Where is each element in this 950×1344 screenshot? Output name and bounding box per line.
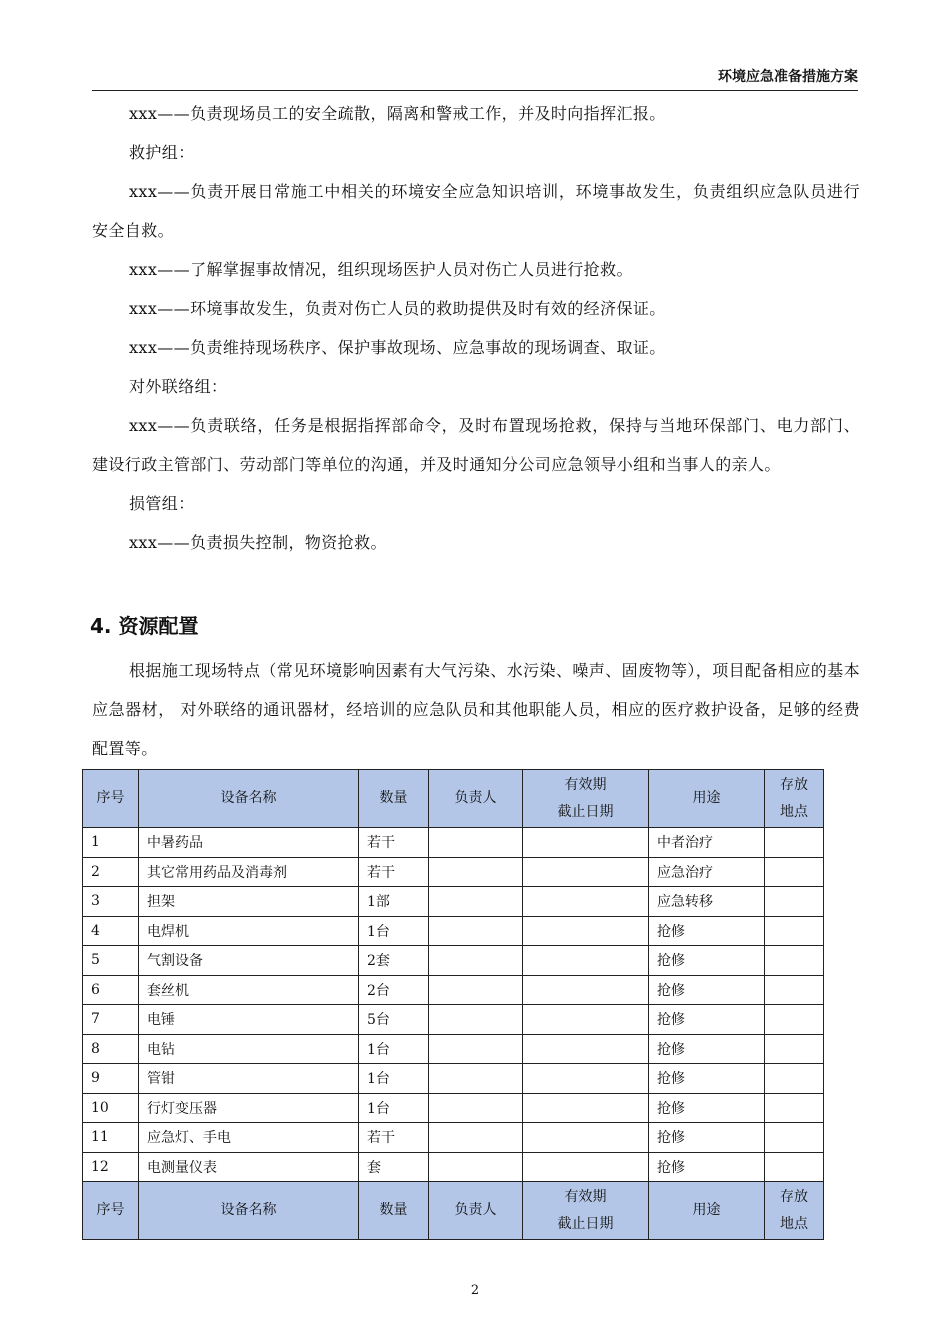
col-header-owner: 负责人 xyxy=(429,770,523,828)
table-footer-header-row xyxy=(83,1182,824,1240)
cell-usage: 抢修 xyxy=(649,1005,765,1035)
cell-expiry xyxy=(523,975,649,1005)
paragraph: 损管组： xyxy=(129,494,195,513)
cell-quantity: 1台 xyxy=(359,1034,429,1064)
col-header-expiry: 有效期 截止日期 xyxy=(523,770,649,828)
cell-usage: 抢修 xyxy=(649,916,765,946)
cell-owner xyxy=(429,887,523,917)
cell-quantity: 若干 xyxy=(359,828,429,858)
cell-expiry xyxy=(523,916,649,946)
cell-usage: 抢修 xyxy=(649,1093,765,1123)
cell-quantity: 2套 xyxy=(359,946,429,976)
cell-index: 1 xyxy=(83,828,139,858)
table-row xyxy=(83,1064,824,1094)
cell-quantity: 2台 xyxy=(359,975,429,1005)
cell-name: 担架 xyxy=(139,887,359,917)
cell-expiry xyxy=(523,887,649,917)
col-header-index: 序号 xyxy=(83,1182,139,1240)
cell-quantity: 1台 xyxy=(359,1093,429,1123)
col-header-owner: 负责人 xyxy=(429,1182,523,1240)
cell-owner xyxy=(429,1123,523,1153)
cell-index: 10 xyxy=(83,1093,139,1123)
cell-name: 电焊机 xyxy=(139,916,359,946)
cell-quantity: 1台 xyxy=(359,916,429,946)
cell-index: 7 xyxy=(83,1005,139,1035)
col-header-quantity: 数量 xyxy=(359,770,429,828)
cell-usage: 抢修 xyxy=(649,946,765,976)
cell-owner xyxy=(429,828,523,858)
cell-quantity: 1台 xyxy=(359,1064,429,1094)
cell-name: 行灯变压器 xyxy=(139,1093,359,1123)
cell-owner xyxy=(429,1034,523,1064)
cell-index: 9 xyxy=(83,1064,139,1094)
paragraph: xxx——负责维持现场秩序、保护事故现场、应急事故的现场调查、取证。 xyxy=(129,338,666,357)
section-heading: 4. 资源配置 xyxy=(90,614,199,638)
cell-name: 套丝机 xyxy=(139,975,359,1005)
cell-index: 11 xyxy=(83,1123,139,1153)
cell-owner xyxy=(429,975,523,1005)
cell-index: 4 xyxy=(83,916,139,946)
cell-quantity: 套 xyxy=(359,1152,429,1182)
table-row xyxy=(83,1034,824,1064)
cell-quantity: 1部 xyxy=(359,887,429,917)
cell-index: 3 xyxy=(83,887,139,917)
cell-owner xyxy=(429,1093,523,1123)
cell-expiry xyxy=(523,1093,649,1123)
cell-location xyxy=(765,857,824,887)
cell-usage: 应急治疗 xyxy=(649,857,765,887)
page-header-title: 环境应急准备措施方案 xyxy=(718,69,858,85)
cell-quantity: 若干 xyxy=(359,857,429,887)
paragraph: 救护组： xyxy=(129,143,195,162)
cell-index: 2 xyxy=(83,857,139,887)
col-header-quantity: 数量 xyxy=(359,1182,429,1240)
cell-location xyxy=(765,1123,824,1153)
table-row xyxy=(83,1005,824,1035)
cell-quantity: 若干 xyxy=(359,1123,429,1153)
cell-expiry xyxy=(523,857,649,887)
paragraph: xxx——环境事故发生，负责对伤亡人员的救助提供及时有效的经济保证。 xyxy=(129,299,666,318)
table-row xyxy=(83,1152,824,1182)
cell-usage: 抢修 xyxy=(649,975,765,1005)
paragraph: xxx——负责损失控制，物资抢救。 xyxy=(129,533,387,552)
cell-location xyxy=(765,887,824,917)
cell-index: 12 xyxy=(83,1152,139,1182)
table-row xyxy=(83,887,824,917)
cell-location xyxy=(765,1034,824,1064)
equipment-table xyxy=(82,769,824,1240)
paragraph: xxx——了解掌握事故情况，组织现场医护人员对伤亡人员进行抢救。 xyxy=(129,260,633,279)
cell-name: 电测量仪表 xyxy=(139,1152,359,1182)
paragraph: xxx——负责现场员工的安全疏散，隔离和警戒工作，并及时向指挥汇报。 xyxy=(129,104,666,123)
header-divider xyxy=(92,90,858,91)
cell-expiry xyxy=(523,1152,649,1182)
cell-owner xyxy=(429,1064,523,1094)
cell-index: 8 xyxy=(83,1034,139,1064)
cell-expiry xyxy=(523,1034,649,1064)
cell-index: 5 xyxy=(83,946,139,976)
page-number: 2 xyxy=(470,1283,480,1298)
cell-location xyxy=(765,1152,824,1182)
cell-owner xyxy=(429,857,523,887)
table-row xyxy=(83,1093,824,1123)
cell-expiry xyxy=(523,1005,649,1035)
cell-name: 管钳 xyxy=(139,1064,359,1094)
col-header-usage: 用途 xyxy=(649,1182,765,1240)
cell-location xyxy=(765,1093,824,1123)
body-text xyxy=(92,94,860,562)
cell-location xyxy=(765,1005,824,1035)
col-header-name: 设备名称 xyxy=(139,1182,359,1240)
cell-expiry xyxy=(523,828,649,858)
cell-owner xyxy=(429,916,523,946)
cell-usage: 抢修 xyxy=(649,1034,765,1064)
cell-location xyxy=(765,946,824,976)
cell-usage: 抢修 xyxy=(649,1123,765,1153)
table-header-row xyxy=(83,770,824,828)
cell-expiry xyxy=(523,946,649,976)
col-header-index: 序号 xyxy=(83,770,139,828)
paragraph: xxx——负责开展日常施工中相关的环境安全应急知识培训，环境事故发生，负责组织应急队员进行安全自救。 xyxy=(92,182,860,240)
table-row xyxy=(83,857,824,887)
paragraph: 对外联络组： xyxy=(129,377,228,396)
cell-location xyxy=(765,1064,824,1094)
cell-owner xyxy=(429,1005,523,1035)
cell-expiry xyxy=(523,1064,649,1094)
col-header-expiry: 有效期 截止日期 xyxy=(523,1182,649,1240)
cell-expiry xyxy=(523,1123,649,1153)
cell-name: 电锤 xyxy=(139,1005,359,1035)
cell-location xyxy=(765,975,824,1005)
paragraph: xxx——负责联络，任务是根据指挥部命令，及时布置现场抢救，保持与当地环保部门、电力部门、建设行政主管部门、劳动部门等单位的沟通，并及时通知分公司应急领导小组和当事人的亲人。 xyxy=(92,416,860,474)
cell-location xyxy=(765,916,824,946)
cell-name: 电钻 xyxy=(139,1034,359,1064)
cell-usage: 中者治疗 xyxy=(649,828,765,858)
cell-location xyxy=(765,828,824,858)
cell-usage: 抢修 xyxy=(649,1064,765,1094)
table-row xyxy=(83,1123,824,1153)
section-body xyxy=(92,651,860,768)
col-header-location: 存放 地点 xyxy=(765,770,824,828)
cell-owner xyxy=(429,1152,523,1182)
cell-name: 气割设备 xyxy=(139,946,359,976)
table-row xyxy=(83,916,824,946)
cell-name: 应急灯、手电 xyxy=(139,1123,359,1153)
table-row xyxy=(83,975,824,1005)
table-body xyxy=(83,828,824,1182)
cell-quantity: 5台 xyxy=(359,1005,429,1035)
table-row xyxy=(83,828,824,858)
cell-owner xyxy=(429,946,523,976)
cell-index: 6 xyxy=(83,975,139,1005)
cell-name: 其它常用药品及消毒剂 xyxy=(139,857,359,887)
col-header-location: 存放 地点 xyxy=(765,1182,824,1240)
section-paragraph: 根据施工现场特点（常见环境影响因素有大气污染、水污染、噪声、固废物等），项目配备相应的基本应急器材， 对外联络的通讯器材，经培训的应急队员和其他职能人员，相应的医疗救护设备，足够的经费配置等。 xyxy=(92,661,860,758)
cell-usage: 抢修 xyxy=(649,1152,765,1182)
cell-name: 中暑药品 xyxy=(139,828,359,858)
table-row xyxy=(83,946,824,976)
col-header-name: 设备名称 xyxy=(139,770,359,828)
cell-usage: 应急转移 xyxy=(649,887,765,917)
col-header-usage: 用途 xyxy=(649,770,765,828)
